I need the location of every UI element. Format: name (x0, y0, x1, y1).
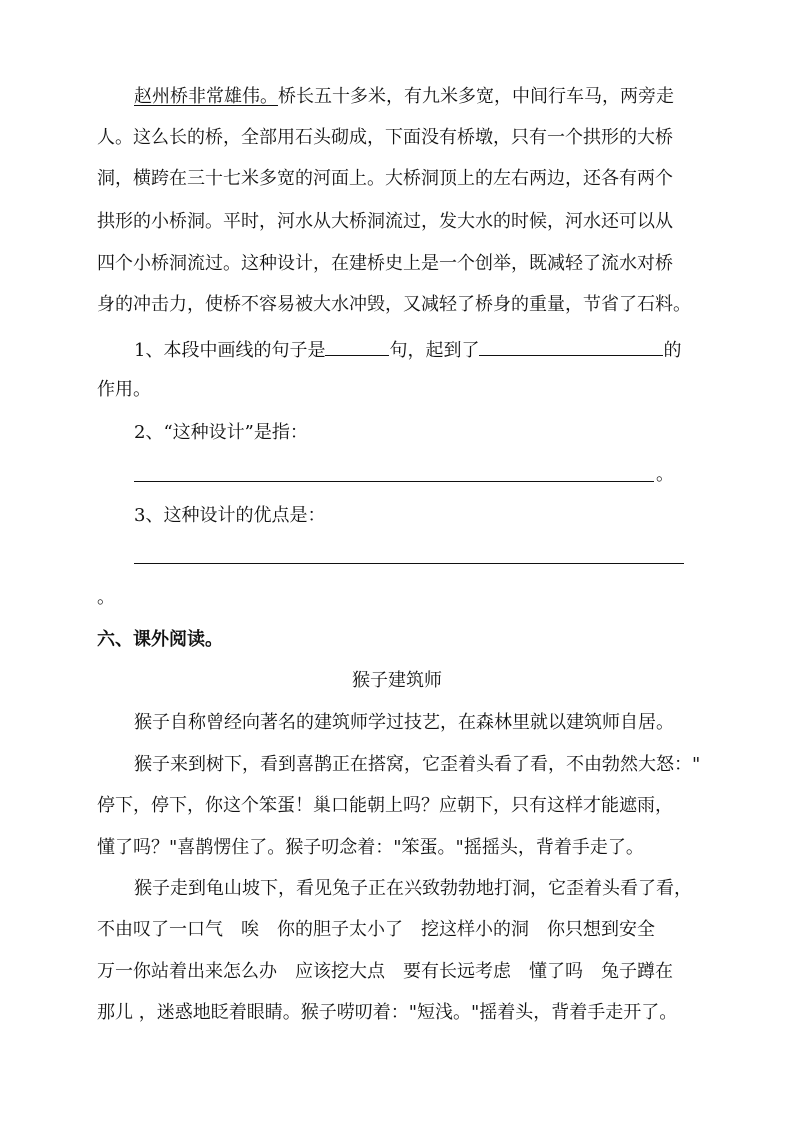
question-1-text-c: 的 (663, 340, 682, 361)
question-2: 2、“这种设计”是指： (134, 422, 308, 443)
story-paragraph-3-line-4: 那儿 ，迷惑地眨着眼睛。猴子唠叨着："短浅。"摇着头，背着手走开了。 (97, 1002, 678, 1023)
answer-blank-function[interactable] (479, 337, 663, 356)
story-title: 猴子建筑师 (352, 670, 442, 691)
question-2-period: 。 (656, 464, 674, 485)
answer-blank-sentence-type[interactable] (325, 337, 389, 356)
story-paragraph-2-line-3: 懂了吗？"喜鹊愣住了。猴子叨念着："笨蛋。"摇摇头，背着手走了。 (97, 837, 644, 858)
story-paragraph-3-line-3: 万一你站着出来怎么办 应该挖大点 要有长远考虑 懂了吗 兔子蹲在 (97, 961, 673, 982)
question-3-period: 。 (97, 587, 115, 608)
question-1-line-2: 作用。 (97, 379, 151, 400)
question-1-text-b: 句，起到了 (389, 340, 480, 361)
passage-line-5: 四个小桥洞流过。这种设计，在建桥史上是一个创举，既减轻了流水对桥 (97, 253, 673, 274)
passage-line-2: 人。这么长的桥，全部用石头砌成，下面没有桥墩，只有一个拱形的大桥 (97, 127, 673, 148)
question-1 (134, 337, 681, 361)
answer-line-q3[interactable] (134, 563, 684, 564)
story-paragraph-3-line-1: 猴子走到龟山坡下，看见兔子正在兴致勃勃地打洞，它歪着头看了看， (134, 878, 692, 899)
story-paragraph-2-line-1: 猴子来到树下，看到喜鹊正在搭窝，它歪着头看了看，不由勃然大怒：" (134, 754, 701, 775)
story-paragraph-3-line-2: 不由叹了一口气 唉 你的胆子太小了 挖这样小的洞 你只想到安全 (97, 919, 655, 940)
story-paragraph-1: 猴子自称曾经向著名的建筑师学过技艺，在森林里就以建筑师自居。 (134, 712, 674, 733)
passage-line-6: 身的冲击力，使桥不容易被大水冲毁，又减轻了桥身的重量，节省了石料。 (97, 294, 691, 315)
question-1-text-a: 1、本段中画线的句子是 (134, 340, 326, 361)
answer-line-q2[interactable] (134, 481, 654, 482)
passage-line-1-rest: 桥长五十多米，有九米多宽，中间行车马，两旁走 (278, 86, 674, 107)
story-paragraph-2-line-2: 停下，停下，你这个笨蛋！巢口能朝上吗？应朝下，只有这样才能遮雨， (97, 795, 673, 816)
passage-line-4: 拱形的小桥洞。平时，河水从大桥洞流过，发大水的时候，河水还可以从 (97, 211, 673, 232)
passage-line-1 (134, 85, 674, 109)
passage-line-3: 洞，横跨在三十七米多宽的河面上。大桥洞顶上的左右两边，还各有两个 (97, 168, 673, 189)
underlined-sentence: 赵州桥非常雄伟。 (134, 86, 278, 107)
question-3: 3、这种设计的优点是： (134, 505, 326, 526)
section-heading: 六、课外阅读。 (97, 629, 223, 650)
